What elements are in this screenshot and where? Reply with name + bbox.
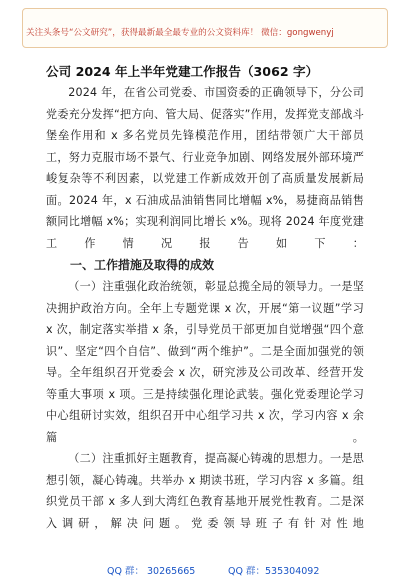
section-heading: 一、工作措施及取得的成效: [70, 258, 215, 272]
banner-text: 关注头条号“公文研究”，获得最新最全最专业的公文资料库！ 微信：gongwenyj: [26, 28, 334, 38]
paragraph-political-leadership: （一）注重强化政治统领，彰显总揽全局的领导力。一是坚决拥护政治方向。全年上专题党课 x 次，开展“第一议题”学习 x 次，制定落实举措 x 条，引导党员干部更加自觉增强“四个意识”、坚定“四个自信”、做到“两个维护”。二是全面加强党的领导。全年组织召开党委会 x 次，研究涉及公司改革、经营开发等重大事项 x 项。三是持续强化理论武装。强化党委理论学习中心组研讨实效，组织召开中心组学习共 x 次，学习内容 x 余篇。: [46, 280, 364, 444]
intro-paragraph: 2024 年，在省公司党委、市国资委的正确领导下，分公司党委充分发挥“把方向、管大局、促落实”作用，发挥党支部战斗堡垒作用和 x 多名党员先锋模范作用，团结带领广大干部员工，努力克服市场不景气、行业竞争加剧、网络发展外部环境严峻复杂等不利因素，以党建工作新成效开创了高质量发展新局面。2024 年，x 石油成品油销售同比增幅 x%，易捷商品销售额同比增幅 x%；实现利润同比增长 x%。现将 2024 年度党建工作情况报告如下：: [46, 86, 364, 250]
document-title: 公司 2024 年上半年党建工作报告（3062 字）: [46, 64, 319, 79]
paragraph-theme-education: （二）注重抓好主题教育，提高凝心铸魂的思想力。一是思想引领，凝心铸魂。共举办 x 期读书班，学习内容 x 多篇。组织党员干部 x 多人到大湾红色教育基地开展党性教育。二是深入调研，解决问题。党委领导班子有针对性地: [46, 452, 364, 530]
document-page: [46, 62, 364, 534]
footer: [0, 561, 408, 580]
footer-qq-group-2: QQ 群：535304092: [228, 566, 320, 577]
footer-qq-group-1: QQ 群： 30265665: [107, 566, 196, 577]
